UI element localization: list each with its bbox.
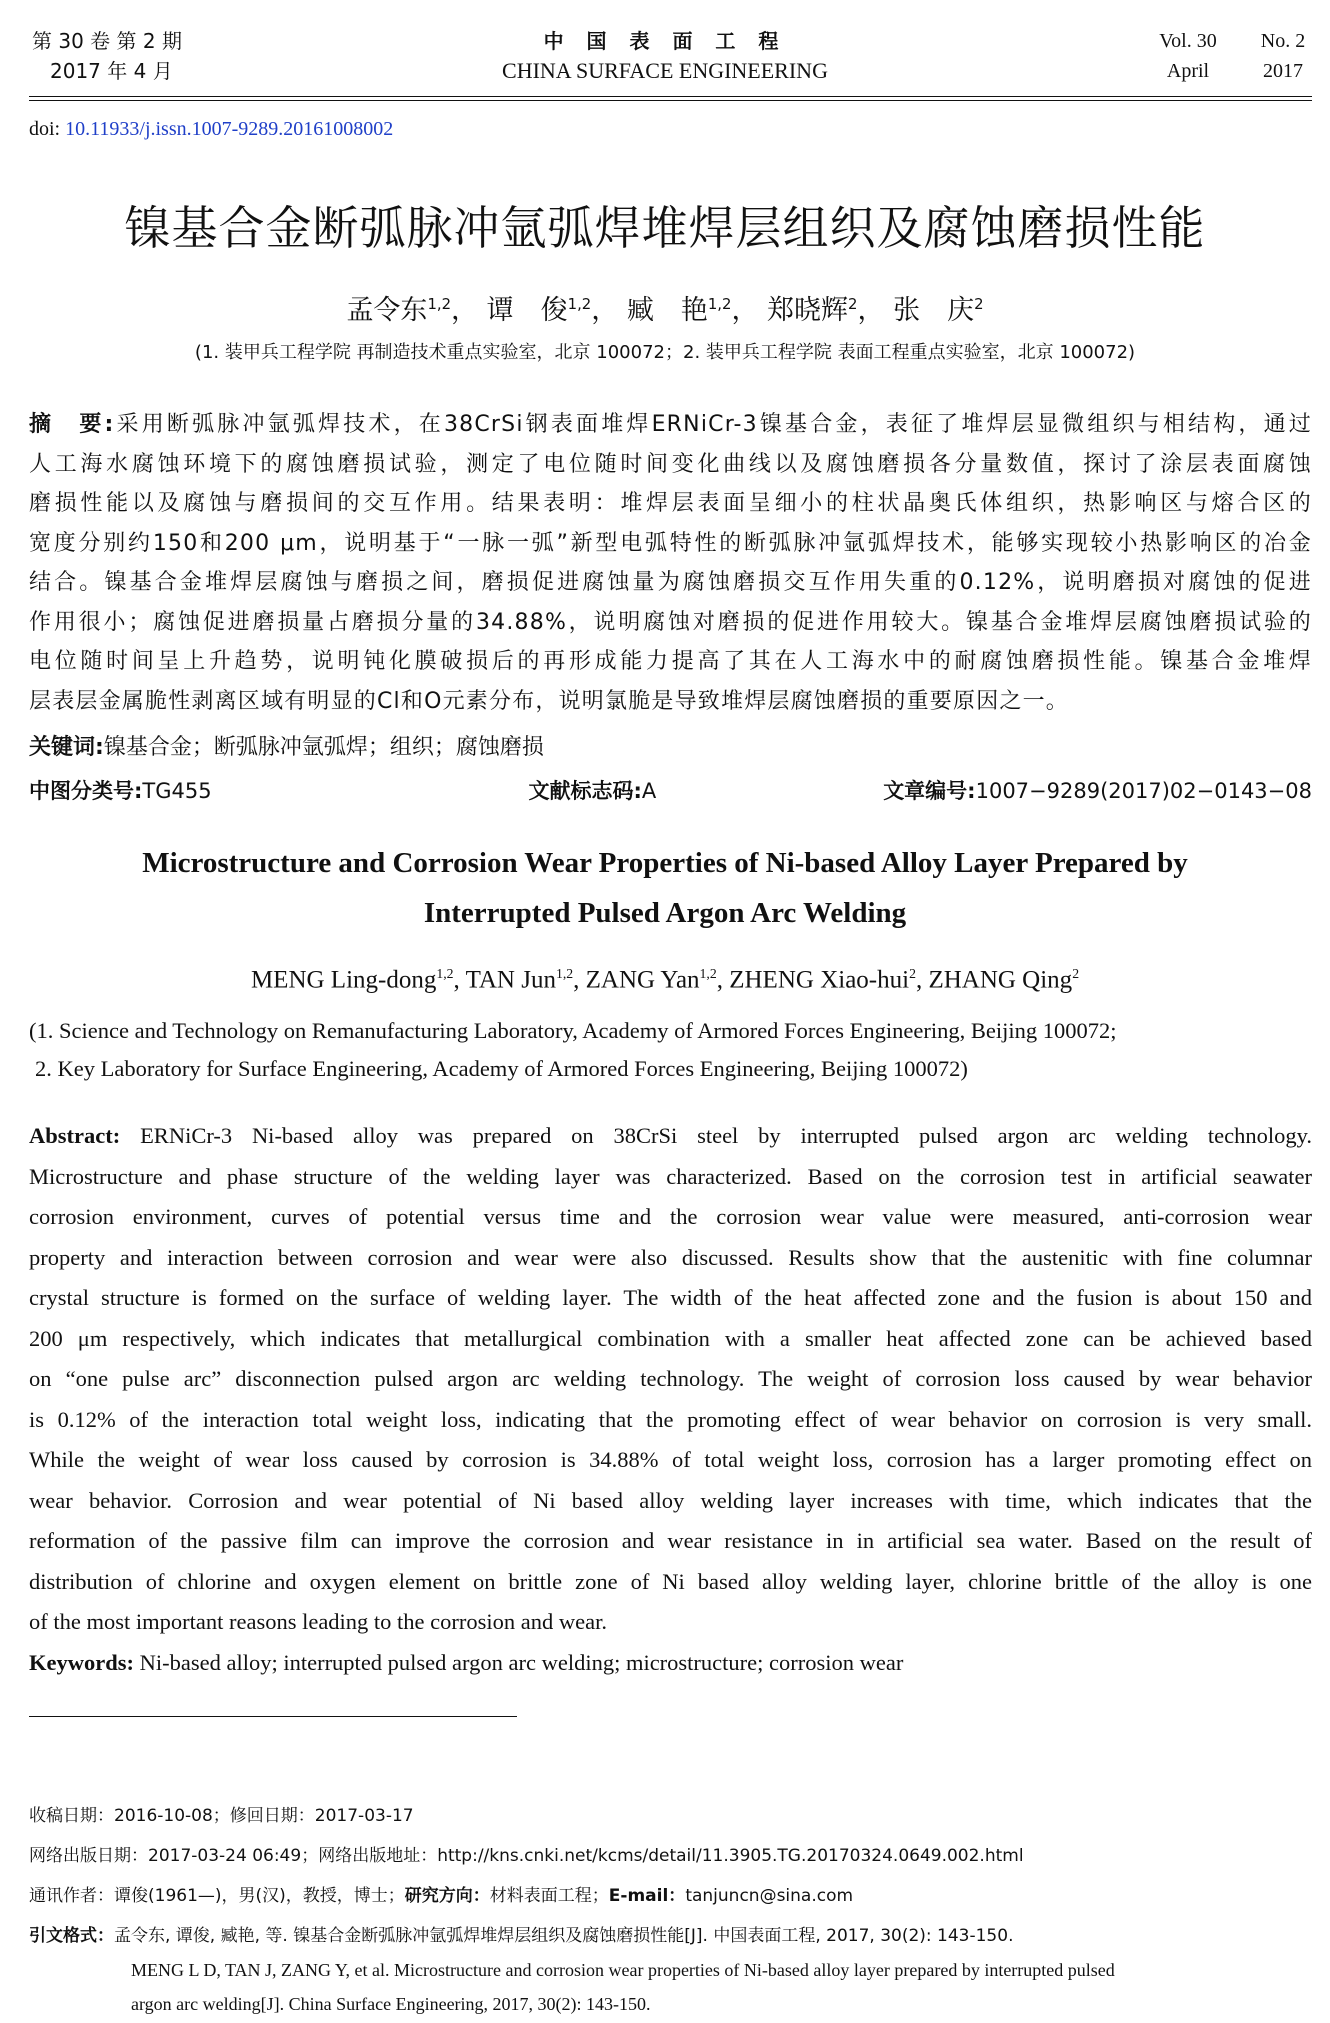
author-affil: 1,2 xyxy=(567,295,592,313)
online-address-label: 网络出版地址： xyxy=(318,1846,438,1866)
author: ZHENG Xiao-hui xyxy=(729,966,910,994)
abstract-en-line: crystal structure is formed on the surface of welding layer. The width of the heat affected zone and the fusion is about 150 and xyxy=(29,1285,1312,1310)
doc-code-label: 文献标志码: xyxy=(528,779,642,803)
keywords-cn xyxy=(29,730,544,761)
citation-cn: 孟令东, 谭俊, 臧艳, 等. 镍基合金断弧脉冲氩弧焊堆焊层组织及腐蚀磨损性能[J]. 中国表面工程, 2017, 30(2): 143-150. xyxy=(114,1926,1014,1946)
abstract-en-line: 200 μm respectively, which indicates that metallurgical combination with a smaller heat affected zone can be achieved based xyxy=(29,1325,1312,1351)
keywords-en-label: Keywords: xyxy=(29,1649,134,1675)
clc-label: 中图分类号: xyxy=(29,779,143,803)
email-link[interactable]: tanjuncn@sina.com xyxy=(685,1886,854,1906)
volume: Vol. 30 xyxy=(1159,30,1217,52)
keywords-cn-value: 镍基合金；断弧脉冲氩弧焊；组织；腐蚀磨损 xyxy=(103,735,544,760)
journal-name-cn: 中 国 表 面 工 程 xyxy=(543,29,787,53)
author-affil: 2 xyxy=(974,295,984,313)
abstract-en-line: Microstructure and phase structure of the welding layer was characterized. Based on the corrosion test in artificial seawater xyxy=(29,1163,1312,1189)
authors-cn: 孟令东$^{1,2}$， 谭 俊$^{1,2}$， 臧 艳$^{1,2}$， 郑晓辉$^2$， 张 庆$^2$ xyxy=(346,295,984,326)
title-en-line: Microstructure and Corrosion Wear Properties of Ni-based Alloy Layer Prepared by xyxy=(142,847,1188,879)
title-en xyxy=(0,838,1330,938)
author-affil: 1,2 xyxy=(427,295,452,313)
abstract-cn xyxy=(29,405,1312,721)
doc-code-value: A xyxy=(641,779,657,803)
affiliation-cn: (1. 装甲兵工程学院 再制造技术重点实验室，北京 100072；2. 装甲兵工程学院 表面工程重点实验室，北京 100072) xyxy=(194,342,1136,363)
author-affil: 1,2 xyxy=(699,966,717,981)
abstract-en-line: is 0.12% of the interaction total weight loss, indicating that the promoting effect of wear behavior on corrosion is very small. xyxy=(29,1406,1312,1432)
abstract-en-line: distribution of chlorine and oxygen element on brittle zone of Ni based alloy welding layer, chlorine brittle of the alloy is one xyxy=(29,1568,1312,1594)
issue-number: No. 2 xyxy=(1260,30,1306,52)
title-cn: 镍基合金断弧脉冲氩弧焊堆焊层组织及腐蚀磨损性能 xyxy=(124,201,1206,255)
abstract-cn-line: 作用很小；腐蚀促进磨损量占磨损分量的34.88%，说明腐蚀对磨损的促进作用较大。镍基合金堆焊层腐蚀磨损试验的 xyxy=(29,609,1312,635)
no-block xyxy=(1252,26,1314,86)
year: 2017 xyxy=(1263,60,1303,82)
abstract-cn-line: 结合。镍基合金堆焊层腐蚀与磨损之间，磨损促进腐蚀量为腐蚀磨损交互作用失重的0.12%，说明磨损对腐蚀的促进 xyxy=(29,570,1312,595)
abstract-en-line: wear behavior. Corrosion and wear potential of Ni based alloy welding layer increases with time, which indicates that the xyxy=(29,1487,1312,1513)
title-en-line: Interrupted Pulsed Argon Arc Welding xyxy=(423,897,907,929)
volume-issue-cn: 第 30 卷 第 2 期 xyxy=(32,29,182,53)
abstract-cn-label: 摘 要: xyxy=(29,412,115,437)
abstract-en-line: property and interaction between corrosion and wear were also discussed. Results show that the austenitic with fine columnar xyxy=(29,1244,1312,1270)
abstract-en-line: While the weight of wear loss caused by corrosion is 34.88% of total weight loss, corrosion has a larger promoting effect on xyxy=(29,1447,1312,1472)
footnotes xyxy=(29,1796,1319,2021)
abstract-en-label: Abstract: xyxy=(29,1123,121,1148)
keywords-en-value: Ni-based alloy; interrupted pulsed argon arc welding; microstructure; corrosion wear xyxy=(134,1649,904,1675)
author: ZHANG Qing xyxy=(928,966,1073,994)
citation-en-line: argon arc welding[J]. China Surface Engineering, 2017, 30(2): 143-150. xyxy=(131,1994,651,2014)
revised-value: 2017-03-17 xyxy=(314,1806,414,1826)
author-affil: 2 xyxy=(1072,966,1080,981)
author-affil: 1,2 xyxy=(555,966,574,981)
abstract-cn-line: 层表层金属脆性剥离区域有明显的Cl和O元素分布，说明氯脆是导致堆焊层腐蚀磨损的重要原因之一。 xyxy=(29,688,1069,714)
article-no-label: 文章编号: xyxy=(883,779,976,803)
citation-label: 引文格式： xyxy=(29,1926,114,1946)
author: 张 庆 xyxy=(893,295,975,326)
author-affil: 1,2 xyxy=(436,966,454,981)
email-label: E-mail： xyxy=(608,1886,686,1906)
author: 孟令东 xyxy=(346,295,428,326)
abstract-en-line: reformation of the passive film can improve the corrosion and wear resistance in in artificial sea water. Based on the result of xyxy=(29,1528,1312,1553)
header-rule xyxy=(29,96,1312,97)
abstract-cn-line: 磨损性能以及腐蚀与磨损间的交互作用。结果表明：堆焊层表面呈细小的柱状晶奥氏体组织，热影响区与熔合区的 xyxy=(29,491,1312,516)
received-date xyxy=(29,1796,1319,1836)
doi-link[interactable]: 10.11933/j.issn.1007-9289.20161008002 xyxy=(65,118,394,140)
classification-line xyxy=(29,775,1312,805)
author: MENG Ling-dong xyxy=(250,966,437,994)
research-label: 研究方向： xyxy=(404,1886,490,1906)
author: ZANG Yan xyxy=(585,966,700,994)
abstract-cn-line: 电位随时间呈上升趋势，说明钝化膜破损后的再形成能力提高了其在人工海水中的耐腐蚀磨损性能。镍基合金堆焊 xyxy=(29,649,1312,674)
research-value: 材料表面工程； xyxy=(489,1886,609,1906)
citation-en-line: MENG L D, TAN J, ZANG Y, et al. Microstructure and corrosion wear properties of Ni-based alloy layer prepared by interrupted pulsed xyxy=(131,1960,1115,1980)
received-value: 2016-10-08； xyxy=(114,1806,230,1826)
affiliation-en xyxy=(29,1012,1319,1088)
author-affil: 2 xyxy=(909,966,916,981)
author-affil: 1,2 xyxy=(707,295,732,313)
abstract-cn-line: 人工海水腐蚀环境下的腐蚀磨损试验，测定了电位随时间变化曲线以及腐蚀磨损各分量数值，探讨了涂层表面腐蚀 xyxy=(29,451,1312,477)
clc-value: TG455 xyxy=(142,779,212,803)
corr-label: 通讯作者： xyxy=(29,1886,114,1906)
vol-block xyxy=(1148,26,1228,86)
author: 谭 俊 xyxy=(486,295,568,326)
online-date-label: 网络出版日期： xyxy=(29,1846,148,1866)
corresponding-author xyxy=(29,1876,1319,1916)
article-no-value: 1007−9289(2017)02−0143−08 xyxy=(975,779,1312,803)
corr-value: 谭俊(1961—)，男(汉)，教授，博士； xyxy=(114,1886,405,1906)
online-info xyxy=(29,1836,1319,1876)
affiliation-en-line: 2. Key Laboratory for Surface Engineering, Academy of Armored Forces Engineering, Beijing 100072) xyxy=(35,1056,968,1081)
author-affil: 2 xyxy=(848,295,858,313)
doi-label: doi: xyxy=(29,118,61,140)
keywords-cn-label: 关键词: xyxy=(29,735,104,760)
authors-en: MENG Ling-dong$^{1,2}$, TAN Jun$^{1,2}$, ZANG Yan$^{1,2}$, ZHENG Xiao-hui$^2$, ZHANG Qing$^2$ xyxy=(250,966,1080,994)
citation xyxy=(29,1916,1319,2021)
online-date-value: 2017-03-24 06:49； xyxy=(148,1846,319,1866)
journal-name xyxy=(0,26,1330,86)
online-address-link[interactable]: http://kns.cnki.net/kcms/detail/11.3905.TG.20170324.0649.002.html xyxy=(437,1846,1024,1866)
author: TAN Jun xyxy=(465,966,556,994)
affiliation-en-line: (1. Science and Technology on Remanufacturing Laboratory, Academy of Armored Forces Engineering, Beijing 100072; xyxy=(29,1018,1117,1043)
doi-line xyxy=(29,118,393,141)
footnote-rule xyxy=(29,1716,517,1717)
abstract-cn-line: 宽度分别约150和200 μm，说明基于“一脉一弧”新型电弧特性的断弧脉冲氩弧焊技术，能够实现较小热影响区的冶金 xyxy=(29,530,1312,556)
journal-name-en: CHINA SURFACE ENGINEERING xyxy=(502,58,828,83)
header-rule-2 xyxy=(29,100,1312,101)
abstract-en-line: ERNiCr-3 Ni-based alloy was prepared on 38CrSi steel by interrupted pulsed argon arc welding technology. xyxy=(120,1123,1312,1148)
received-label: 收稿日期： xyxy=(29,1806,114,1826)
abstract-en xyxy=(29,1116,1312,1683)
revised-label: 修回日期： xyxy=(229,1806,315,1826)
abstract-en-line: of the most important reasons leading to the corrosion and wear. xyxy=(29,1609,607,1634)
date-cn: 2017 年 4 月 xyxy=(50,59,173,83)
abstract-cn-line: 采用断弧脉冲氩弧焊技术，在38CrSi钢表面堆焊ERNiCr-3镍基合金，表征了堆焊层显微组织与相结构，通过 xyxy=(114,412,1312,437)
month: April xyxy=(1166,60,1210,82)
abstract-en-line: on “one pulse arc” disconnection pulsed argon arc welding technology. The weight of corrosion loss caused by wear behavior xyxy=(29,1366,1312,1391)
abstract-en-line: corrosion environment, curves of potential versus time and the corrosion wear value were measured, anti-corrosion wear xyxy=(29,1204,1312,1229)
author: 臧 艳 xyxy=(626,295,708,326)
author: 郑晓辉 xyxy=(767,295,849,326)
